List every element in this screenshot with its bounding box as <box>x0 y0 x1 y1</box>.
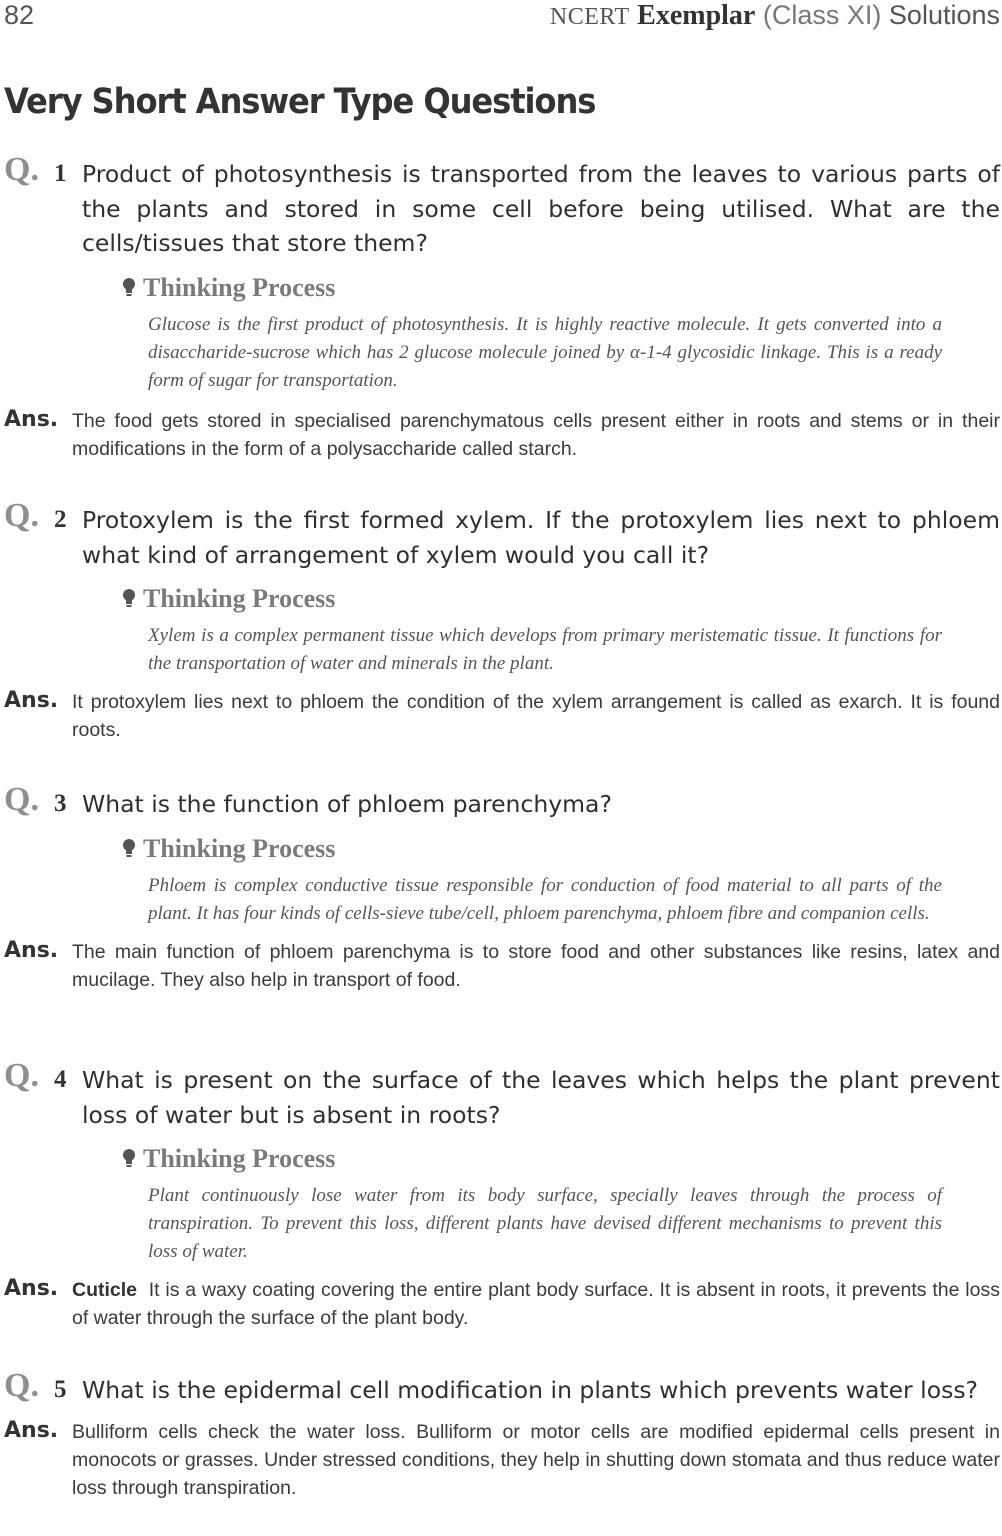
thinking-process <box>122 834 1000 928</box>
page-number: 82 <box>4 0 35 30</box>
answer <box>4 688 1000 744</box>
thinking-process-title <box>122 834 1000 864</box>
book-title-solutions: Solutions <box>888 0 1000 30</box>
answer-text: It is a waxy coating covering the entire plant body surface. It is absent in roots, it prevents the loss of water through the surface of the plant body. <box>72 1279 1000 1329</box>
question-block-3 <box>4 781 1000 994</box>
question-text: What is the epidermal cell modification in plants which prevents water loss? <box>82 1376 979 1404</box>
question-label: Q. <box>4 781 39 818</box>
book-title-class: (Class XI) <box>762 0 882 30</box>
question-block-2 <box>4 497 1000 744</box>
book-title-exemplar: Exemplar <box>637 0 756 31</box>
thinking-process <box>122 584 1000 678</box>
question-text: What is the function of phloem parenchyma? <box>82 790 612 818</box>
question-header <box>4 1367 1000 1408</box>
question-text: Product of photosynthesis is transported from the leaves to various parts of the plants and stored in some cell before being utilised. What are the cells/tissues that store them? <box>82 160 1000 257</box>
book-title <box>550 0 1000 32</box>
question-number: 2 <box>54 506 67 533</box>
lightbulb-icon <box>122 277 136 299</box>
thinking-process-label: Thinking Process <box>143 584 336 613</box>
answer-text: Bulliform cells check the water loss. Bulliform or motor cells are modified epidermal cells present in monocots or grasses. Under stressed conditions, they help in shutting down stomata and thus reduce water loss through transpiration. <box>72 1420 1000 1499</box>
thinking-process-text: Phloem is complex conductive tissue responsible for conduction of food material to all parts of the plant. It has four kinds of cells-sieve tube/cell, phloem parenchyma, phloem fibre and companion cells. <box>148 874 942 924</box>
thinking-process-title <box>122 1144 1000 1174</box>
thinking-process-text: Glucose is the first product of photosynthesis. It is highly reactive molecule. It gets converted into a disaccharide-sucrose which has 2 glucose molecule joined by α-1-4 glycosidic linkage. This is a ready form of sugar for transportation. <box>148 313 942 391</box>
answer <box>4 407 1000 463</box>
answer-text: The food gets stored in specialised parenchymatous cells present either in roots and stems or in their modifications in the form of a polysaccharide called starch. <box>72 409 1000 460</box>
thinking-process-title <box>122 584 1000 614</box>
question-text: What is present on the surface of the leaves which helps the plant prevent loss of water but is absent in roots? <box>82 1066 1000 1129</box>
section-title: Very Short Answer Type Questions <box>4 82 596 122</box>
lightbulb-icon <box>122 1148 136 1170</box>
question-number: 4 <box>54 1066 67 1093</box>
answer <box>4 1418 1000 1502</box>
question-number: 1 <box>54 160 67 187</box>
answer-label: Ans. <box>4 937 59 963</box>
question-number: 3 <box>54 790 67 817</box>
answer-label: Ans. <box>4 1417 59 1443</box>
answer-term: Cuticle <box>72 1279 138 1301</box>
answer-text: The main function of phloem parenchyma is to store food and other substances like resins, latex and mucilage. They also help in transport of food. <box>72 940 1000 991</box>
question-header <box>4 151 1000 261</box>
question-label: Q. <box>4 151 39 188</box>
question-block-5 <box>4 1367 1000 1502</box>
question-block-4 <box>4 1057 1000 1332</box>
thinking-process-title <box>122 273 1000 303</box>
running-header <box>4 0 1000 34</box>
answer <box>4 938 1000 994</box>
thinking-process-text: Xylem is a complex permanent tissue which develops from primary meristematic tissue. It functions for the transportation of water and minerals in the plant. <box>148 625 942 674</box>
question-block-1 <box>4 151 1000 463</box>
answer-label: Ans. <box>4 688 59 713</box>
question-header <box>4 497 1000 572</box>
question-label: Q. <box>4 1367 39 1404</box>
question-label: Q. <box>4 497 39 534</box>
question-header <box>4 1057 1000 1132</box>
answer-label: Ans. <box>4 1276 59 1301</box>
thinking-process-text: Plant continuously lose water from its body surface, specially leaves through the process of transpiration. To prevent this loss, different plants have devised different mechanisms to prevent this loss of water. <box>148 1185 942 1262</box>
question-number: 5 <box>54 1376 67 1403</box>
question-header <box>4 781 1000 822</box>
lightbulb-icon <box>122 588 136 610</box>
lightbulb-icon <box>122 838 136 860</box>
answer <box>4 1276 1000 1332</box>
question-text: Protoxylem is the first formed xylem. If the protoxylem lies next to phloem what kind of arrangement of xylem would you call it? <box>82 506 1000 569</box>
question-label: Q. <box>4 1057 39 1094</box>
answer-text: It protoxylem lies next to phloem the condition of the xylem arrangement is called as exarch. It is found roots. <box>72 691 1000 741</box>
thinking-process-label: Thinking Process <box>143 833 336 863</box>
thinking-process <box>122 273 1000 395</box>
thinking-process-label: Thinking Process <box>143 1144 336 1173</box>
answer-label: Ans. <box>4 406 59 432</box>
book-title-ncert: NCERT <box>549 4 630 30</box>
thinking-process-label: Thinking Process <box>143 272 336 302</box>
thinking-process <box>122 1144 1000 1266</box>
